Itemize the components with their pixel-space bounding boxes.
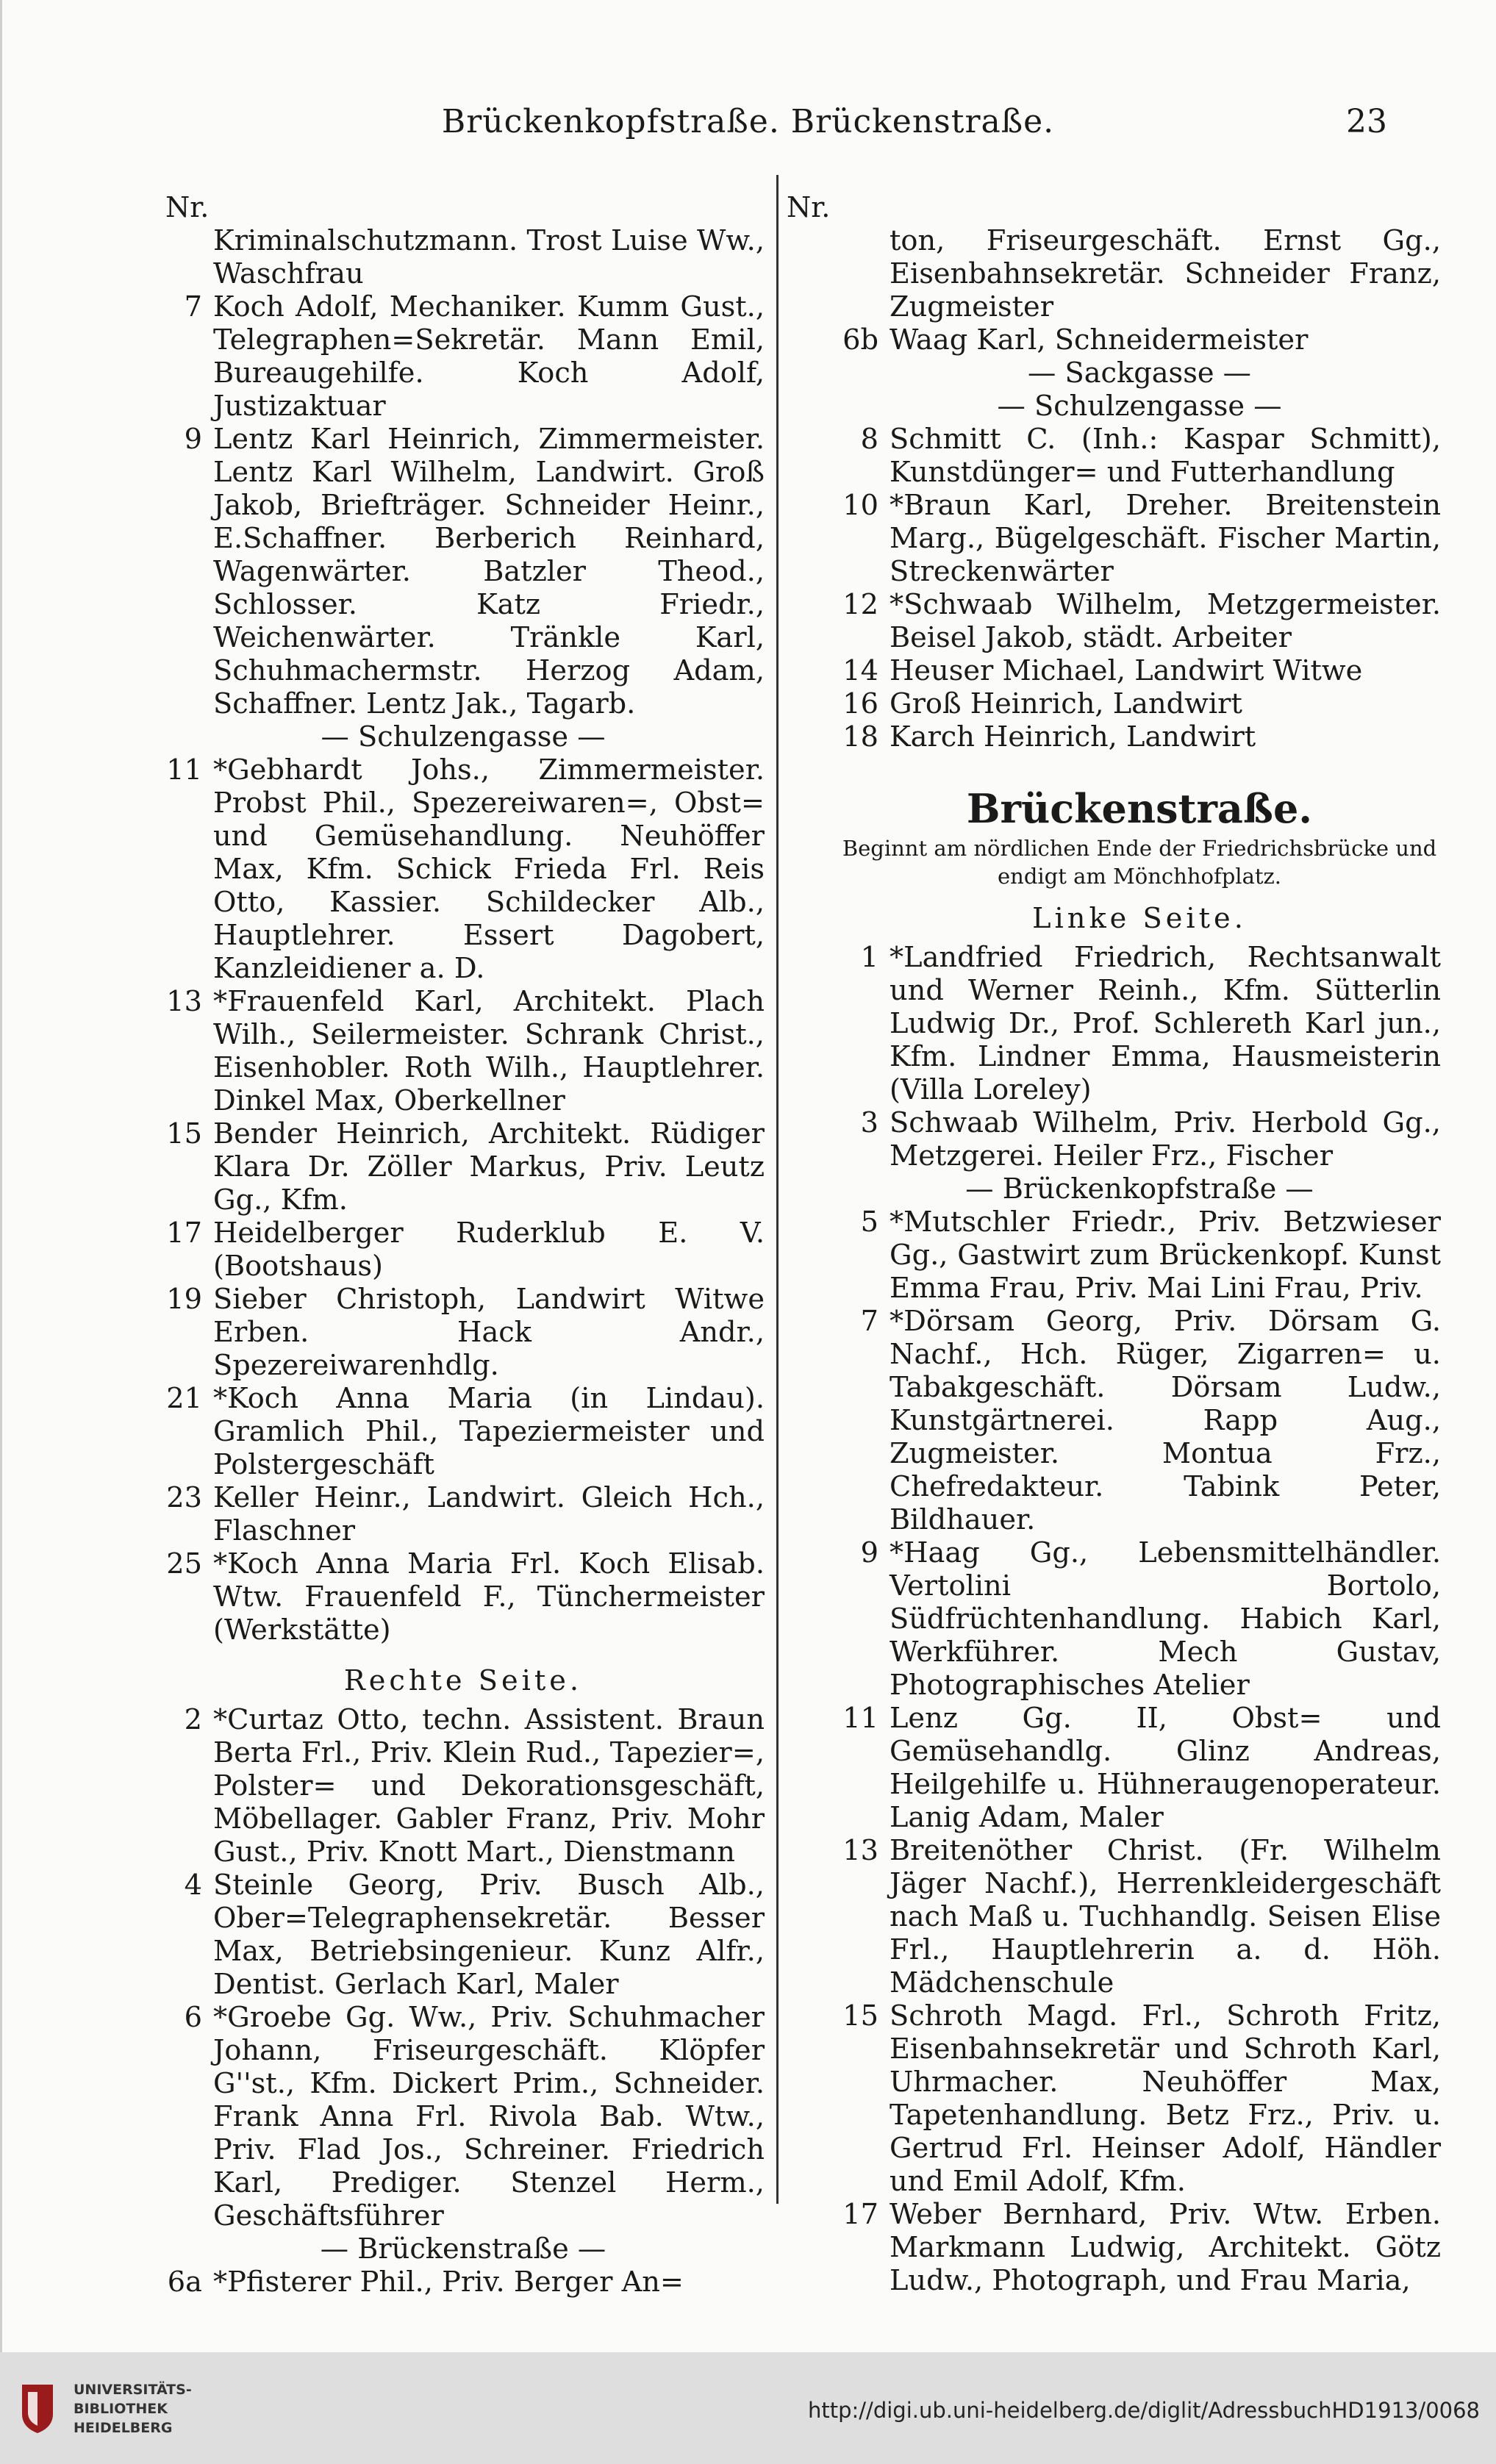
left-nr-label: Nr. [165, 191, 210, 223]
address-entry: 7 *Dörsam Georg, Priv. Dörsam G. Nachf., Hch. Rüger, Zigarren= u. Tabakgeschäft. Dörsam Ludw., Kunstgärtnerei. Rapp Aug., Zugmeister. Montua Frz., Chefredakteur. Tabink Peter, Bildhauer. [860, 1305, 1441, 1536]
address-entry: 17 Heidelberger Ruderklub E. V. (Bootshaus) [166, 1217, 765, 1283]
address-entry: 14 Heuser Michael, Landwirt Witwe [842, 654, 1363, 687]
address-entry: 6b Waag Karl, Schneidermeister [842, 323, 1309, 357]
library-logo-icon [16, 2382, 59, 2436]
page-header [0, 103, 1496, 154]
page-number: 23 [1346, 103, 1387, 140]
address-entry: Kriminalschutzmann. Trost Luise Ww., Waschfrau [213, 224, 765, 290]
address-entry: 9 *Haag Gg., Lebensmittelhändler. Vertolini Bortolo, Südfrüchtenhandlung. Habich Karl, Werkführer. Mech Gustav, Photographisches Atelier [860, 1536, 1441, 1702]
address-entry: 15 Schroth Magd. Frl., Schroth Fritz, Eisenbahnsekretär und Schroth Karl, Uhrmacher. Neuhöffer Max, Tapetenhandlung. Betz Frz., Priv. u. Gertrud Frl. Heinser Adolf, Händler und Emil Adolf, Kfm. [842, 1999, 1441, 2198]
side-heading: Rechte Seite. [343, 1664, 583, 1697]
address-entry: 6 *Groebe Gg. Ww., Priv. Schuhmacher Johann, Friseurgeschäft. Klöpfer G''st., Kfm. Dickert Prim., Schneider. Frank Anna Frl. Rivola Bab. Wtw., Priv. Flad Jos., Schreiner. Friedrich Karl, Prediger. Stenzel Herm., Geschäftsführer [184, 2001, 765, 2232]
street-divider: — Sackgasse — [1028, 357, 1251, 390]
address-entry: 12 *Schwaab Wilhelm, Metzgermeister. Beisel Jakob, städt. Arbeiter [842, 588, 1441, 654]
running-title: Brückenkopfstraße. Brückenstraße. [441, 103, 1055, 140]
address-entry: 2 *Curtaz Otto, techn. Assistent. Braun Berta Frl., Priv. Klein Rud., Tapezier=, Polster= und Dekorationsgeschäft, Möbellager. Gabler Franz, Priv. Mohr Gust., Priv. Knott Mart., Dienstmann [184, 1703, 765, 1869]
address-entry: 23 Keller Heinr., Landwirt. Gleich Hch., Flaschner [166, 1481, 765, 1547]
footer-bar [0, 2352, 1496, 2464]
right-column [838, 224, 1441, 2297]
address-entry: 17 Weber Bernhard, Priv. Wtw. Erben. Markmann Ludwig, Architekt. Götz Ludw., Photograph, und Frau Maria, [842, 2198, 1441, 2297]
address-entry: 11 Lenz Gg. II, Obst= und Gemüsehandlg. Glinz Andreas, Heilgehilfe u. Hühneraugenoperateur. Lanig Adam, Maler [842, 1702, 1441, 1834]
address-entry: 11 *Gebhardt Johs., Zimmermeister. Probst Phil., Spezereiwaren=, Obst= und Gemüsehandlung. Neuhöffer Max, Kfm. Schick Frieda Frl. Reis Otto, Kassier. Schildecker Alb., Hauptlehrer. Essert Dagobert, Kanzleidiener a. D. [166, 753, 765, 985]
address-entry: 4 Steinle Georg, Priv. Busch Alb., Ober=Telegraphensekretär. Besser Max, Betriebsingenieur. Kunz Alfr., Dentist. Gerlach Karl, Maler [184, 1869, 765, 2001]
address-entry: 19 Sieber Christoph, Landwirt Witwe Erben. Hack Andr., Spezereiwarenhdlg. [166, 1283, 765, 1382]
left-column [162, 224, 765, 2299]
section-title: Brückenstraße. [966, 785, 1313, 832]
address-entry: 8 Schmitt C. (Inh.: Kaspar Schmitt), Kunstdünger= und Futterhandlung [860, 423, 1441, 489]
address-entry: 25 *Koch Anna Maria Frl. Koch Elisab. Wtw. Frauenfeld F., Tünchermeister (Werkstätte) [166, 1547, 765, 1647]
address-entry: 18 Karch Heinrich, Landwirt [842, 720, 1256, 753]
page-edge [0, 0, 2, 2352]
side-heading: Linke Seite. [1032, 902, 1247, 935]
street-divider: — Brückenstraße — [320, 2232, 606, 2266]
address-entry: 9 Lentz Karl Heinrich, Zimmermeister. Lentz Karl Wilhelm, Landwirt. Groß Jakob, Briefträger. Schneider Heinr., E.Schaffner. Berberich Reinhard, Wagenwärter. Batzler Theod., Schlosser. Katz Friedr., Weichenwärter. Tränkle Karl, Schuhmachermstr. Herzog Adam, Schaffner. Lentz Jak., Tagarb. [184, 423, 765, 720]
address-entry: 15 Bender Heinrich, Architekt. Rüdiger Klara Dr. Zöller Markus, Priv. Leutz Gg., Kfm. [166, 1117, 765, 1217]
address-entry: 13 Breitenöther Christ. (Fr. Wilhelm Jäger Nachf.), Herrenkleidergeschäft nach Maß u. Tuchhandlg. Seisen Elise Frl., Hauptlehrerin a. d. Höh. Mädchenschule [842, 1834, 1441, 1999]
address-entry: ton, Friseurgeschäft. Ernst Gg., Eisenbahnsekretär. Schneider Franz, Zugmeister [890, 224, 1441, 323]
address-entry: 16 Groß Heinrich, Landwirt [842, 687, 1242, 720]
address-entry: 10 *Braun Karl, Dreher. Breitenstein Marg., Bügelgeschäft. Fischer Martin, Streckenwärter [842, 489, 1441, 588]
source-url-link[interactable]: http://digi.ub.uni-heidelberg.de/diglit/AdressbuchHD1913/0068 [807, 2398, 1480, 2423]
column-divider [776, 175, 779, 2204]
address-entry: 5 *Mutschler Friedr., Priv. Betzwieser Gg., Gastwirt zum Brückenkopf. Kunst Emma Frau, Priv. Mai Lini Frau, Priv. [860, 1206, 1441, 1305]
street-divider: — Schulzengasse — [321, 720, 606, 753]
address-entry: 7 Koch Adolf, Mechaniker. Kumm Gust., Telegraphen=Sekretär. Mann Emil, Bureaugehilfe. Koch Adolf, Justizaktuar [184, 290, 765, 423]
right-nr-label: Nr. [787, 191, 831, 223]
library-logo-text: UNIVERSITÄTS- BIBLIOTHEK HEIDELBERG [74, 2382, 192, 2436]
address-entry: 3 Schwaab Wilhelm, Priv. Herbold Gg., Metzgerei. Heiler Frz., Fischer [860, 1106, 1441, 1172]
address-entry: 21 *Koch Anna Maria (in Lindau). Gramlich Phil., Tapeziermeister und Polstergeschäft [166, 1382, 765, 1481]
street-divider: — Schulzengasse — [997, 390, 1282, 423]
section-description: Beginnt am nördlichen Ende der Friedrichsbrücke und endigt am Mönchhofplatz. [842, 836, 1437, 889]
street-divider: — Brückenkopfstraße — [965, 1172, 1314, 1206]
address-entry: 6a *Pfisterer Phil., Priv. Berger An= [167, 2266, 684, 2299]
address-entry: 1 *Landfried Friedrich, Rechtsanwalt und Werner Reinh., Kfm. Sütterlin Ludwig Dr., Prof. Schlereth Karl jun., Kfm. Lindner Emma, Hausmeisterin (Villa Loreley) [860, 941, 1441, 1106]
address-entry: 13 *Frauenfeld Karl, Architekt. Plach Wilh., Seilermeister. Schrank Christ., Eisenhobler. Roth Wilh., Hauptlehrer. Dinkel Max, Oberkellner [166, 985, 765, 1117]
